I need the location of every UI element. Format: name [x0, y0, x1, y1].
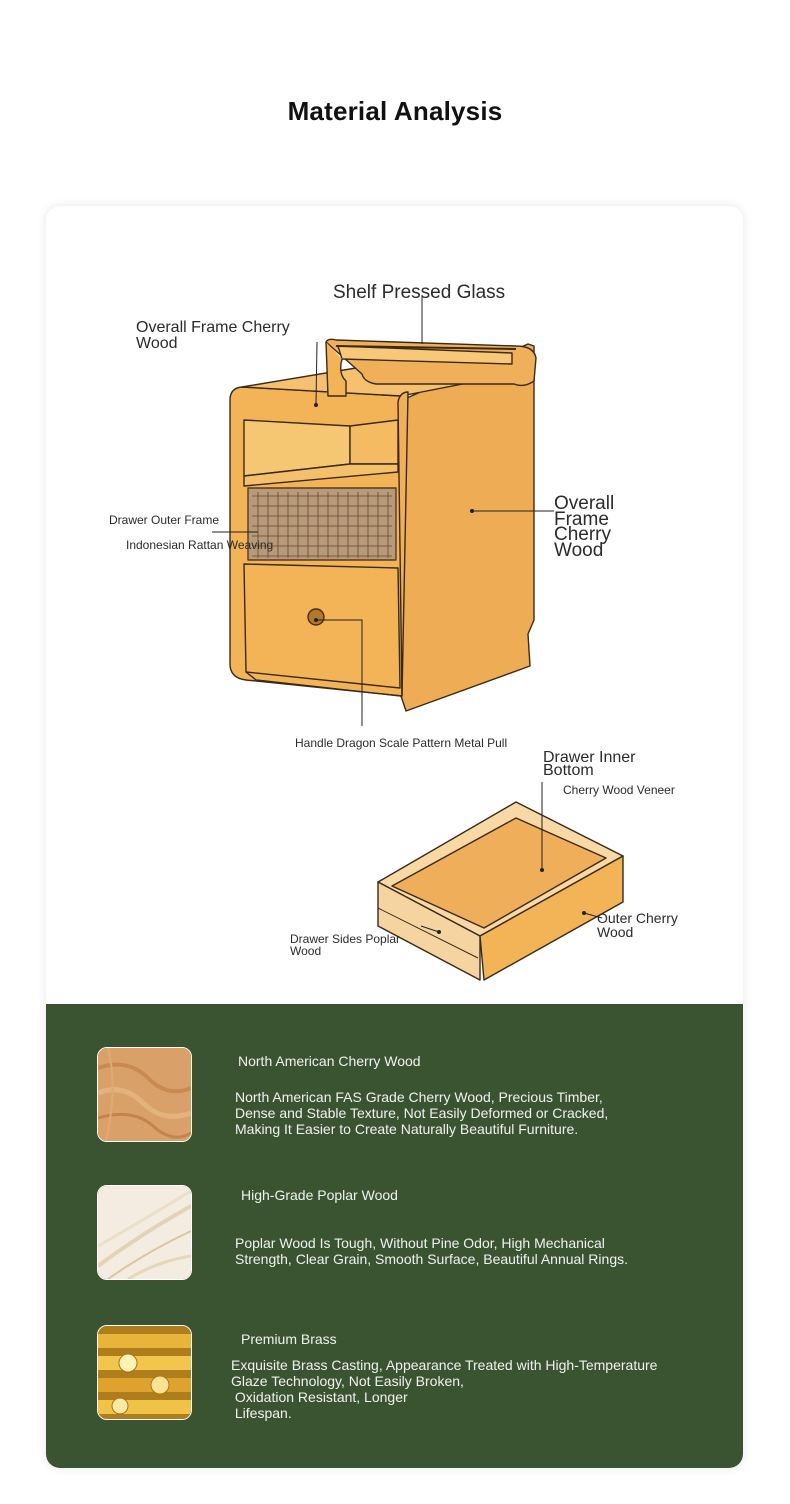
label-drawer-sides-poplar: [290, 933, 400, 957]
cherry-wood-swatch: [97, 1047, 192, 1142]
desc-line: Exquisite Brass Casting, Appearance Treated with High-Temperature: [231, 1357, 658, 1373]
materials-section: [46, 1004, 743, 1468]
nightstand-diagram: [46, 206, 743, 1004]
label-outer-cherry-wood: [597, 911, 678, 939]
label-line: Cherry: [554, 524, 612, 546]
brass-pipes-icon: [98, 1326, 191, 1419]
drawer-drawing: [378, 802, 623, 980]
desc-line: Lifespan.: [231, 1405, 292, 1421]
desc-line: Glaze Technology, Not Easily Broken,: [231, 1373, 464, 1389]
label-line: Overall: [554, 493, 615, 514]
material-card: [46, 206, 743, 1468]
desc-line: Dense and Stable Texture, Not Easily Deformed or Cracked,: [235, 1105, 609, 1121]
label-line: Wood: [290, 944, 322, 958]
material-name: High-Grade Poplar Wood: [241, 1187, 398, 1203]
label-rattan-weaving: Indonesian Rattan Weaving: [126, 538, 274, 552]
poplar-wood-swatch: [97, 1185, 192, 1280]
material-description: [235, 1089, 675, 1137]
label-line: Bottom: [543, 762, 594, 780]
material-description: [235, 1235, 675, 1267]
label-line: Wood: [597, 924, 634, 940]
desc-line: Strength, Clear Grain, Smooth Surface, Beautiful Annual Rings.: [235, 1251, 628, 1267]
label-line: Drawer Sides Poplar: [290, 932, 401, 946]
label-line: Wood: [554, 539, 604, 561]
label-shelf-pressed-glass: Shelf Pressed Glass: [333, 282, 506, 303]
label-line: Overall Frame Cherry: [136, 319, 290, 336]
nightstand-drawing: [230, 339, 536, 711]
label-line: Frame: [554, 508, 609, 530]
label-cherry-veneer: Cherry Wood Veneer: [563, 783, 675, 797]
material-name: Premium Brass: [241, 1331, 337, 1347]
cherry-wood-texture-icon: [98, 1048, 191, 1141]
poplar-wood-texture-icon: [98, 1186, 191, 1279]
label-line: Outer Cherry: [597, 910, 678, 926]
page-title: Material Analysis: [287, 96, 503, 126]
desc-line: Making It Easier to Create Naturally Beautiful Furniture.: [235, 1121, 579, 1137]
label-overall-frame-top: [136, 320, 290, 352]
material-name: North American Cherry Wood: [238, 1053, 421, 1069]
desc-line: Oxidation Resistant, Longer: [231, 1389, 408, 1405]
desc-line: Poplar Wood Is Tough, Without Pine Odor, High Mechanical: [235, 1235, 605, 1251]
label-handle: Handle Dragon Scale Pattern Metal Pull: [295, 736, 508, 750]
material-description: [231, 1357, 671, 1421]
label-drawer-inner-bottom: [543, 749, 636, 780]
label-line: Wood: [136, 335, 178, 352]
brass-swatch: [97, 1325, 192, 1420]
label-line: Drawer Inner: [543, 749, 636, 766]
label-overall-frame-side: [554, 493, 615, 561]
label-drawer-outer-frame: Drawer Outer Frame: [109, 513, 220, 527]
desc-line: North American FAS Grade Cherry Wood, Precious Timber,: [235, 1089, 603, 1105]
